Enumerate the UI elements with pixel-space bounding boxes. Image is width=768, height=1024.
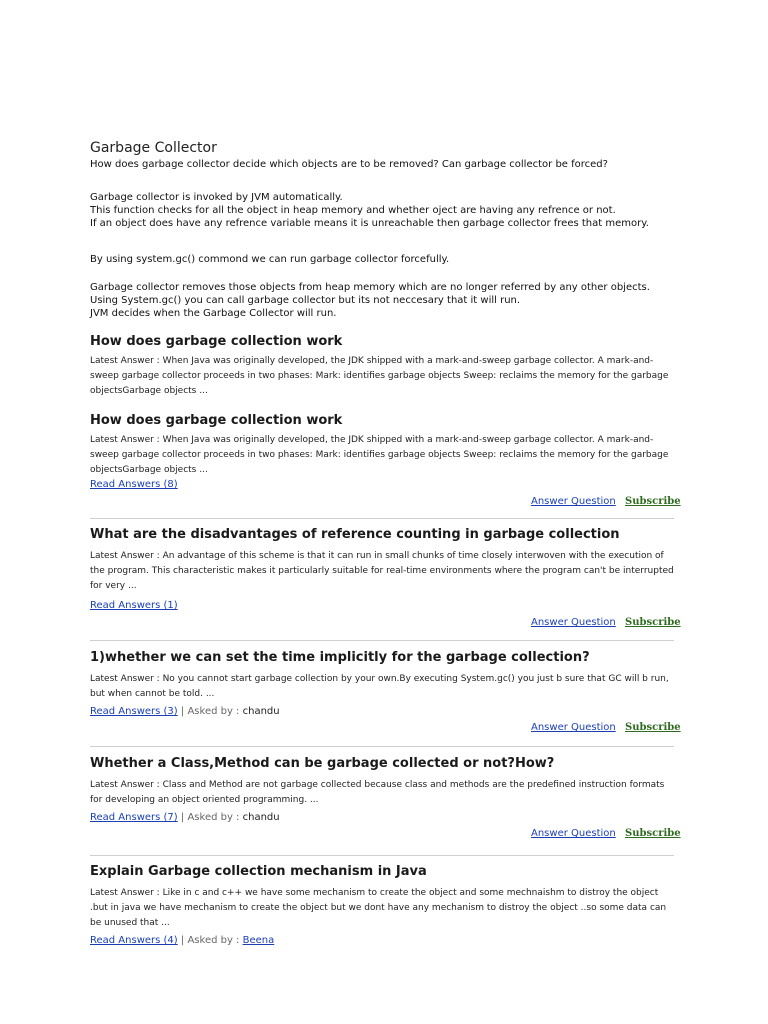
paragraph-line: If an object does have any refrence variable means it is unreachable then garbage collector frees that memory. — [90, 218, 649, 229]
paragraph-line: This function checks for all the object in heap memory and whether oject are having any refrence or not. — [90, 205, 616, 216]
intro-question: How does garbage collector decide which objects are to be removed? Can garbage collector be forced? — [90, 159, 608, 170]
asked-by-label: Asked by : — [187, 706, 240, 717]
question-title: 1)whether we can set the time implicitly for the garbage collection? — [90, 650, 590, 665]
question-entry — [90, 864, 678, 948]
read-answers-link[interactable]: Read Answers (3) — [90, 706, 178, 717]
action-row — [90, 721, 681, 735]
meta-line — [90, 478, 678, 492]
subscribe-link[interactable]: Subscribe — [625, 722, 681, 733]
separator: | — [180, 812, 188, 823]
latest-answer: Latest Answer : When Java was originally developed, the JDK shipped with a mark-and-sweep garbage collector. A mark-and-sweep garbage collector proceeds in two phases: Mark: identifies garbage objects Sweep: reclaims the memory for the garbage objectsGarbage objects ... — [90, 435, 669, 475]
asked-by-label: Asked by : — [187, 935, 240, 946]
latest-answer: Latest Answer : Class and Method are not garbage collected because class and methods are the predefined instruction formats for developing an object oriented programming. ... — [90, 780, 665, 805]
separator: | — [180, 935, 188, 946]
latest-answer: Latest Answer : Like in c and c++ we have some mechanism to create the object and some mechnaishm to distroy the object .but in java we have mechanism to create the object but we dont have any mechanism to distroy the object ..so some data can be unused that ... — [90, 888, 667, 928]
latest-answer: Latest Answer : When Java was originally developed, the JDK shipped with a mark-and-sweep garbage collector. A mark-and-sweep garbage collector proceeds in two phases: Mark: identifies garbage objects Sweep: reclaims the memory for the garbage objectsGarbage objects ... — [90, 356, 669, 396]
read-answers-link[interactable]: Read Answers (1) — [90, 600, 178, 611]
divider — [90, 518, 674, 519]
read-answers-link[interactable]: Read Answers (4) — [90, 935, 178, 946]
subscribe-link[interactable]: Subscribe — [625, 496, 681, 507]
divider — [90, 640, 674, 641]
question-entry — [90, 527, 681, 630]
action-row — [90, 495, 681, 509]
answer-question-link[interactable]: Answer Question — [531, 617, 616, 628]
paragraph-line: Using System.gc() you can call garbage collector but its not neccesary that it will run. — [90, 295, 521, 306]
subscribe-link[interactable]: Subscribe — [625, 617, 681, 628]
meta-line — [90, 705, 678, 719]
latest-answer: Latest Answer : An advantage of this scheme is that it can run in small chunks of time closely interwoven with the execution of the program. This characteristic makes it particularly suitable for real-time environments where the program can't be interrupted for very ... — [90, 551, 674, 591]
paragraph-line: By using system.gc() commond we can run garbage collector forcefully. — [90, 254, 450, 265]
question-entry — [90, 650, 681, 735]
asked-by-name: chandu — [242, 706, 280, 717]
action-row — [90, 827, 681, 841]
question-entry — [90, 413, 681, 509]
question-title: Whether a Class,Method can be garbage collected or not?How? — [90, 756, 555, 771]
paragraph-2 — [90, 253, 678, 266]
asked-by-link[interactable]: Beena — [242, 935, 275, 946]
meta-line — [90, 599, 678, 613]
paragraph-line: Garbage collector is invoked by JVM automatically. — [90, 192, 343, 203]
question-entry — [90, 334, 678, 399]
meta-line — [90, 811, 678, 825]
question-entry — [90, 756, 681, 841]
divider — [90, 746, 674, 747]
subscribe-link[interactable]: Subscribe — [625, 828, 681, 839]
question-title: How does garbage collection work — [90, 413, 343, 428]
intro-section — [90, 138, 678, 320]
asked-by-name: chandu — [242, 812, 280, 823]
answer-question-link[interactable]: Answer Question — [531, 496, 616, 507]
latest-answer: Latest Answer : No you cannot start garbage collection by your own.By executing System.gc() you just b sure that GC will b run, but when cannot be told. ... — [90, 674, 669, 699]
paragraph-line: JVM decides when the Garbage Collector will run. — [90, 308, 337, 319]
asked-by-label: Asked by : — [187, 812, 240, 823]
page-title: Garbage Collector — [90, 140, 217, 156]
action-row — [90, 616, 681, 630]
divider — [90, 855, 674, 856]
paragraph-1 — [90, 191, 678, 230]
meta-line — [90, 934, 678, 948]
read-answers-link[interactable]: Read Answers (8) — [90, 479, 178, 490]
paragraph-3 — [90, 281, 678, 320]
answer-question-link[interactable]: Answer Question — [531, 722, 616, 733]
read-answers-link[interactable]: Read Answers (7) — [90, 812, 178, 823]
answer-question-link[interactable]: Answer Question — [531, 828, 616, 839]
separator: | — [180, 706, 188, 717]
paragraph-line: Garbage collector removes those objects from heap memory which are no longer referred by any other objects. — [90, 282, 650, 293]
question-title: What are the disadvantages of reference counting in garbage collection — [90, 527, 620, 542]
question-title: How does garbage collection work — [90, 334, 343, 349]
question-title: Explain Garbage collection mechanism in Java — [90, 864, 427, 879]
